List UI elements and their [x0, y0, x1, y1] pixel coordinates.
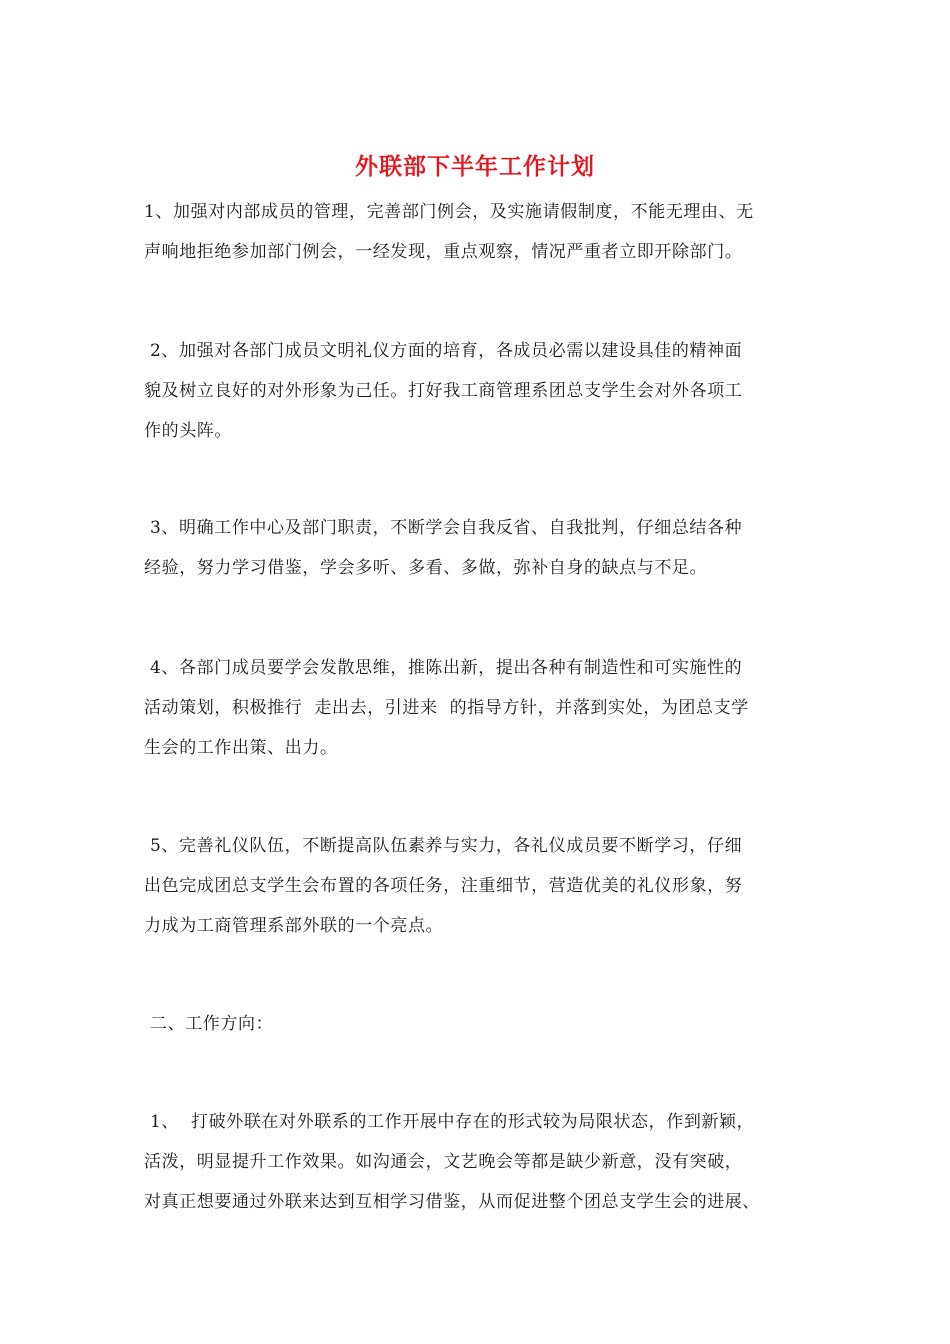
paragraph-line: 1、加强对内部成员的管理，完善部门例会，及实施请假制度，不能无理由、无 — [144, 202, 754, 222]
document-title: 外联部下半年工作计划 — [355, 153, 595, 180]
paragraph-line: 2、加强对各部门成员文明礼仪方面的培育，各成员必需以建设具佳的精神面 — [144, 341, 743, 361]
paragraph-3 — [144, 508, 814, 588]
paragraph-line: 貌及树立良好的对外形象为己任。打好我工商管理系团总支学生会对外各项工 — [144, 381, 743, 401]
section-heading — [144, 1004, 814, 1044]
paragraph-line: 活泼，明显提升工作效果。如沟通会，文艺晚会等都是缺少新意，没有突破， — [144, 1152, 743, 1172]
paragraph-1 — [144, 192, 814, 272]
paragraph-line: 出色完成团总支学生会布置的各项任务，注重细节，营造优美的礼仪形象，努 — [144, 876, 743, 896]
paragraph-5 — [144, 826, 814, 946]
paragraph-line: 作的头阵。 — [144, 421, 232, 441]
paragraph-line: 3、明确工作中心及部门职责，不断学会自我反省、自我批判，仔细总结各种 — [144, 518, 743, 538]
paragraph-6 — [144, 1102, 814, 1222]
paragraph-line: 对真正想要通过外联来达到互相学习借鉴，从而促进整个团总支学生会的进展、 — [144, 1192, 760, 1212]
paragraph-line: 生会的工作出策、出力。 — [144, 738, 338, 758]
paragraph-line: 1、 打破外联在对外联系的工作开展中存在的形式较为局限状态，作到新颖， — [144, 1112, 755, 1132]
paragraph-2 — [144, 331, 814, 451]
paragraph-line: 4、各部门成员要学会发散思维，推陈出新，提出各种有制造性和可实施性的 — [144, 658, 743, 678]
paragraph-line: 经验，努力学习借鉴，学会多听、多看、多做，弥补自身的缺点与不足。 — [144, 558, 708, 578]
paragraph-line: 声响地拒绝参加部门例会，一经发现，重点观察，情况严重者立即开除部门。 — [144, 242, 743, 262]
paragraph-line: 活动策划，积极推行 走出去，引进来 的指导方针，并落到实处，为团总支学 — [144, 698, 749, 718]
paragraph-line: 力成为工商管理系部外联的一个亮点。 — [144, 916, 444, 936]
paragraph-4 — [144, 648, 814, 768]
section-heading-text: 二、工作方向： — [144, 1014, 274, 1034]
paragraph-line: 5、完善礼仪队伍，不断提高队伍素养与实力，各礼仪成员要不断学习，仔细 — [144, 836, 743, 856]
